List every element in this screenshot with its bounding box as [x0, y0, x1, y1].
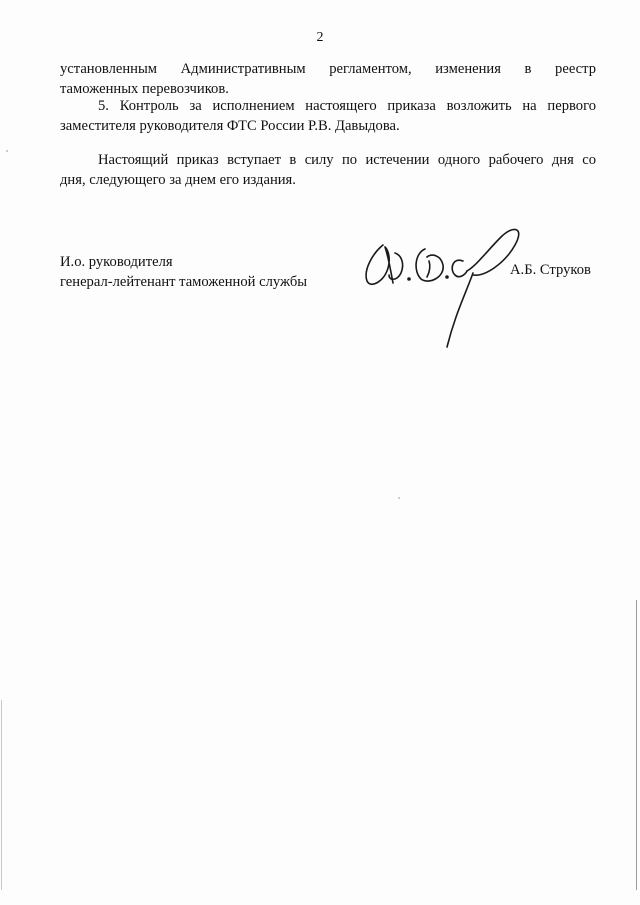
scan-speck: [398, 497, 400, 499]
signatory-position: [60, 252, 307, 292]
signer-name: А.Б. Струков: [510, 262, 591, 278]
page-number: 2: [316, 30, 324, 45]
paragraph-line: установленным Административным регламентом, изменения в реестр: [60, 61, 596, 77]
paragraph-line: дня, следующего за днем его издания.: [60, 172, 296, 188]
position-title: И.о. руководителя: [60, 254, 173, 270]
paragraph-line: заместителя руководителя ФТС России Р.В. Давыдова.: [60, 118, 400, 134]
paragraph-line: Настоящий приказ вступает в силу по истечении одного рабочего дня со: [98, 152, 596, 168]
position-rank: генерал-лейтенант таможенной службы: [60, 274, 308, 290]
scan-speck: [6, 150, 8, 152]
paragraph-item-5: [60, 96, 596, 136]
paragraph-continuation: [60, 59, 596, 99]
scan-edge-mark: [1, 700, 2, 890]
scan-edge-mark: [636, 600, 637, 890]
paragraph-effective-date: [60, 150, 596, 190]
paragraph-line: 5. Контроль за исполнением настоящего приказа возложить на первого: [98, 98, 596, 114]
handwritten-signature: [355, 215, 525, 355]
paragraph-line: таможенных перевозчиков.: [60, 81, 229, 97]
